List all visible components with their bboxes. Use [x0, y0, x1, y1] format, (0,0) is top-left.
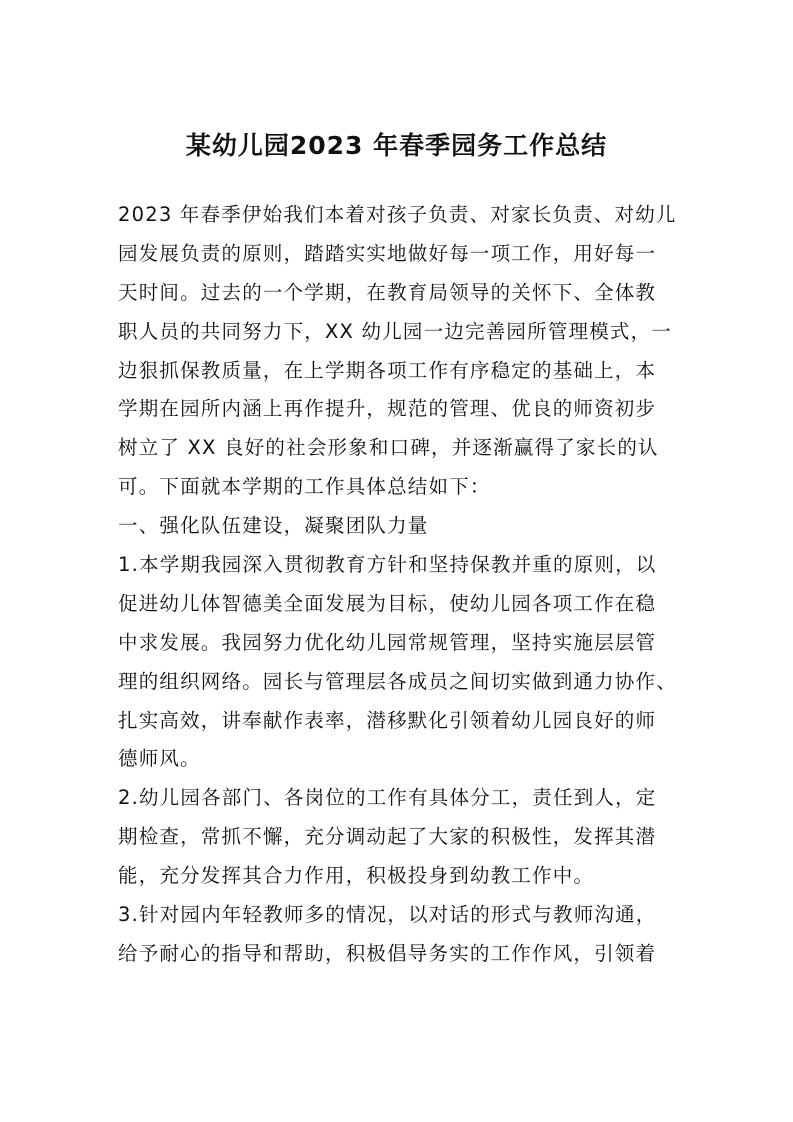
document-title: 某幼儿园2023 年春季园务工作总结: [185, 131, 608, 160]
body-line: 德师风。: [118, 747, 201, 771]
document-body: [118, 196, 688, 974]
body-line: 2.幼儿园各部门、各岗位的工作有具体分工，责任到人，定: [118, 786, 657, 810]
section-heading: 一、强化队伍建设，凝聚团队力量: [118, 514, 429, 538]
body-line: 期检查，常抓不懈，充分调动起了大家的积极性，发挥其潜: [118, 825, 657, 849]
body-line: 3.针对园内年轻教师多的情况，以对话的形式与教师沟通，: [118, 903, 657, 927]
body-line: 中求发展。我园努力优化幼儿园常规管理，坚持实施层层管: [118, 630, 657, 654]
body-line: 理的组织网络。园长与管理层各成员之间切实做到通力协作、: [118, 669, 677, 693]
body-line: 天时间。过去的一个学期，在教育局领导的关怀下、全体教: [118, 280, 657, 304]
body-line: 给予耐心的指导和帮助，积极倡导务实的工作作风，引领着: [118, 941, 657, 965]
body-line: 职人员的共同努力下，XX 幼儿园一边完善园所管理模式，一: [118, 319, 673, 343]
body-line: 1.本学期我园深入贯彻教育方针和坚持保教并重的原则，以: [118, 553, 657, 577]
body-line: 边狠抓保教质量，在上学期各项工作有序稳定的基础上，本: [118, 358, 657, 382]
body-line: 促进幼儿体智德美全面发展为目标，使幼儿园各项工作在稳: [118, 591, 657, 615]
body-line: 学期在园所内涵上再作提升，规范的管理、优良的师资初步: [118, 397, 657, 421]
body-line: 2023 年春季伊始我们本着对孩子负责、对家长负责、对幼儿: [118, 203, 677, 226]
body-line: 园发展负责的原则，踏踏实实地做好每一项工作，用好每一: [118, 241, 657, 265]
body-line: 扎实高效，讲奉献作表率，潜移默化引领着幼儿园良好的师: [118, 708, 657, 732]
body-line: 树立了 XX 良好的社会形象和口碑，并逐渐赢得了家长的认: [118, 436, 659, 460]
body-line: 能，充分发挥其合力作用，积极投身到幼教工作中。: [118, 864, 595, 888]
body-line: 可。下面就本学期的工作具体总结如下：: [118, 475, 491, 499]
